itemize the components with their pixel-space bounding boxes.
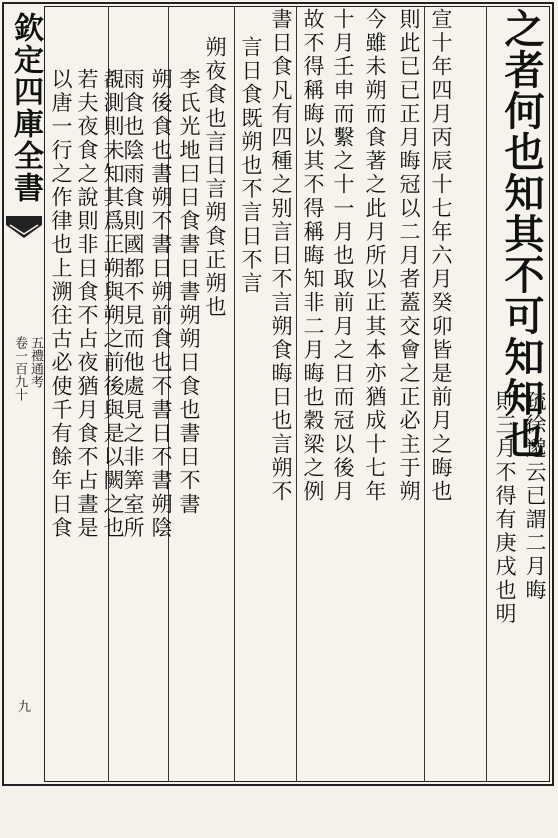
commentary-column: 十月壬申而繫之十一月也取前月之日而冠以後月 <box>331 8 355 504</box>
commentary-column: 若夫夜食之說則非日食不占夜猶月食不占晝是 <box>75 68 99 540</box>
commentary-column: 故不得稱晦以其不得稱晦知非二月晦也穀梁之例 <box>301 8 325 504</box>
commentary-column: 以唐一行之作律也上溯往古必使千有餘年日食 <box>49 68 73 540</box>
fish-tail-ornament-icon <box>6 216 42 242</box>
margin-strip <box>6 6 42 782</box>
commentary-column: 雨食也陰雨食則國都不見而他處見之非筭室所 <box>121 68 145 540</box>
column-rule <box>296 6 297 782</box>
column-rule <box>234 6 235 782</box>
commentary-column: 書日食凡有四種之别言日不言朔食晦日也言朔不 <box>269 8 293 504</box>
column-rule <box>486 6 487 782</box>
commentary-column: 則此已已正月晦冠以二月者蓋交會之正必主于朔 <box>397 8 421 504</box>
column-rule <box>424 6 425 782</box>
commentary-column: 覩測則未知其爲正朔與朔之前後與是以闕之也 <box>101 68 125 540</box>
margin-subtitle-block <box>14 336 42 401</box>
main-text-column: 之者何也知其不可知知也 <box>498 8 545 459</box>
commentary-column: 言日食既朔也不言日不言 <box>239 36 263 296</box>
volume-label: 卷一百九十 <box>12 336 27 401</box>
book-title: 欽定四庫全書 <box>8 12 43 204</box>
commentary-column: 朔夜食也言日言朔食正朔也 <box>203 36 227 320</box>
commentary-column: 今雖未朔而食著之此月所以正其本亦猶成十七年 <box>363 8 387 504</box>
page-number: 九 <box>18 700 32 715</box>
book-subtitle: 五禮通考 <box>28 336 43 388</box>
commentary-column: 疏徐邈云已謂二月晦 <box>523 390 547 603</box>
commentary-column: 朔後食也書朔不書日朔前食也不書日不書朔陰 <box>149 68 173 540</box>
commentary-column: 則三月不得有庚戌也明 <box>493 390 517 626</box>
commentary-column: 李氏光地曰日食書日書朔朔日食也書日不書 <box>177 68 201 517</box>
commentary-column: 宣十年四月丙辰十七年六月癸卯皆是前月之晦也 <box>429 8 453 504</box>
